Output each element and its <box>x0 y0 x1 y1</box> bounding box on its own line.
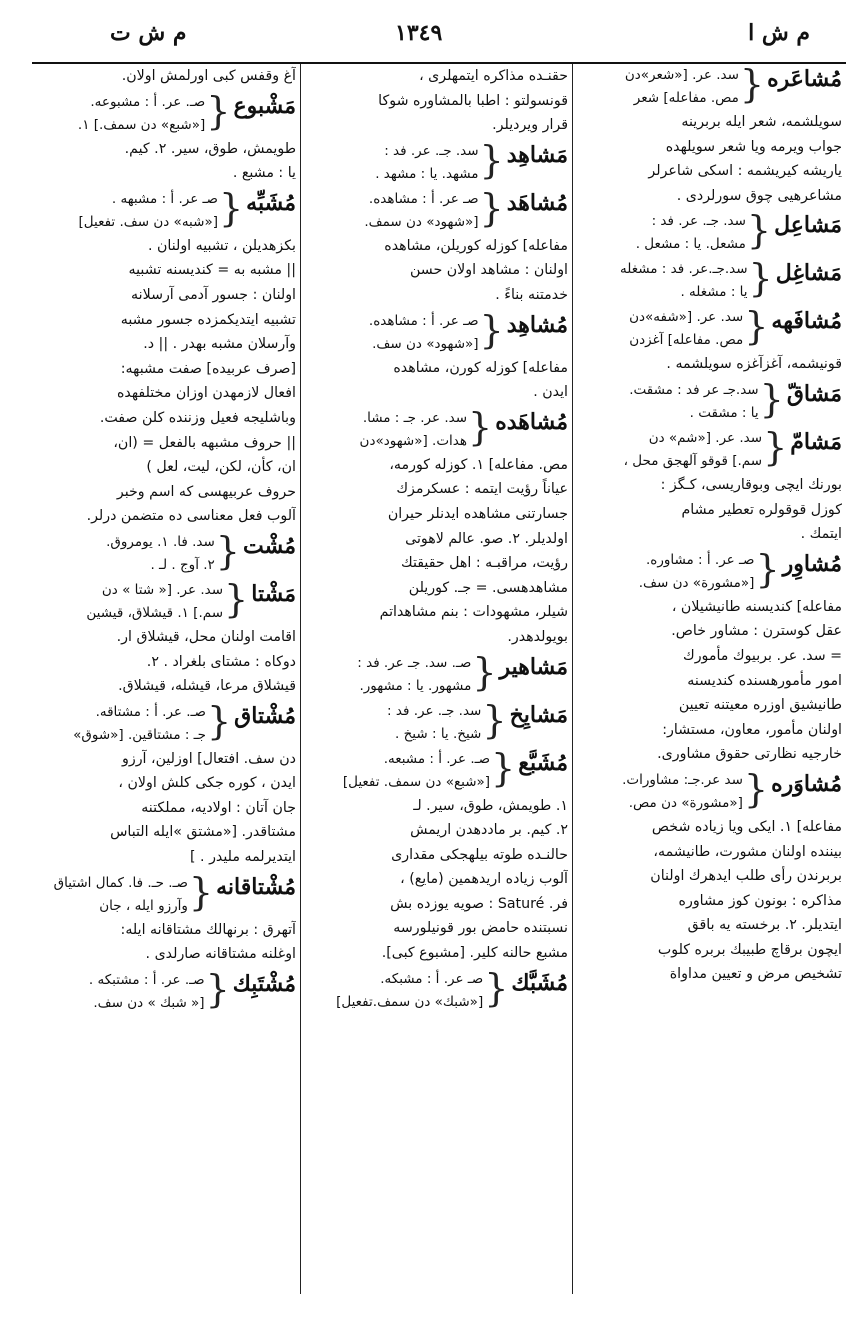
definition-line: = سد. عر. بربيوك مأمورك <box>683 647 842 664</box>
headword: مُشاهِد <box>506 311 568 338</box>
definition-line: اولنان : جسور آدمى آرسلانه <box>131 286 296 303</box>
definition-line: جسارتنى مشاهده ايدنلر حيران <box>387 505 568 522</box>
headword-row <box>36 966 296 1015</box>
definition-line: مفاعله] كوزله كورن، مشاهده <box>393 359 568 376</box>
headword: مَشاهير <box>499 653 568 680</box>
definition-line: خدمتنه بناءً . <box>495 286 568 303</box>
grammar-line: سد. عر. [« شتا » دن <box>101 581 224 598</box>
brace-mark: { <box>763 424 788 469</box>
grammar-block <box>306 407 467 453</box>
definition-line: جان آتان : اولاديه، مملكتنه <box>141 799 296 816</box>
grammar-line: صـ. سد. جـ عر. فد : <box>357 654 472 671</box>
brace-mark: { <box>743 766 769 811</box>
grammar-line: سد.جـ.عر. فد : مشغله <box>619 261 748 278</box>
grammar-line: صـ عر. أ : مشبكه. <box>380 970 484 987</box>
dictionary-entry <box>580 424 842 547</box>
headword-row <box>580 210 842 256</box>
headword-row <box>36 576 296 625</box>
header-letters-right: م ش ا <box>748 20 810 46</box>
dictionary-entry <box>306 64 568 138</box>
grammar-line: صـ. عر. أ : مشتاقه. <box>95 703 206 720</box>
dictionary-entry <box>36 869 296 967</box>
brace-mark: { <box>479 307 504 352</box>
grammar-line: صـ. عر. أ : مشبعه. <box>383 750 491 767</box>
definition-line: وباشليجه فعيل وزننده كلن صفت. <box>99 409 296 426</box>
definition-line: مفاعله] كوزله كوريلن، مشاهده <box>384 237 568 254</box>
grammar-line: مص. مفاعله] شعر <box>633 90 739 106</box>
grammar-line: سم.] ١. قيشلاق، قيشين <box>86 604 224 621</box>
grammar-line: مص. مفاعله] آغزدن <box>629 332 744 349</box>
headword-row <box>306 697 568 746</box>
definition-line: آغ وقفس كبى اورلمش اولان. <box>121 68 296 84</box>
definition-line: قونيشمه، آغزآغزه سويلشمه . <box>666 356 842 373</box>
grammar-block <box>36 579 223 625</box>
grammar-line: صـ. عر. أ : مشتبكه . <box>88 971 205 988</box>
brace-mark: { <box>739 64 765 106</box>
definition-line: اوغلنه مشتاقانه صارلدى . <box>145 946 296 963</box>
headword-row <box>580 258 842 304</box>
brace-mark: { <box>188 869 214 914</box>
grammar-line: وآرزو ايله ، جان <box>99 897 188 914</box>
definition-line: بورنك ايچى وبوقاريسى، كـگز : <box>660 476 842 493</box>
headword-row <box>36 869 296 918</box>
brace-mark: { <box>215 528 240 573</box>
definition-line: بكزهديلن ، تشبيه اولنان . <box>147 237 296 254</box>
grammar-line: مشهور. يا : مشهور. <box>359 677 472 694</box>
brace-mark: { <box>479 137 504 182</box>
headword: مَشاعِل <box>774 212 842 239</box>
definition-line: قونسولتو : اطبا بالمشاوره شوكا <box>378 92 568 109</box>
grammar-line: صـ عر. أ : مشاهده. <box>368 312 479 329</box>
definition-line: دوكاه : مشتاى بلغراد . ٢. <box>146 653 296 670</box>
definition-line: آلوب زياده اريدهمين (مايع) ، <box>400 871 568 888</box>
dictionary-entry <box>36 88 296 186</box>
definition-line: || مشبه به = كنديسنه تشبيه <box>128 262 296 279</box>
headword-row <box>306 965 568 1014</box>
grammar-line: يا : مشقت . <box>689 404 759 421</box>
grammar-line: صـ. حـ. فا. كمال اشتياق <box>53 874 188 891</box>
definition-line: طويمش، طوق، سير. ٢. كيم. <box>124 140 296 157</box>
headword-row <box>36 88 296 137</box>
grammar-line: مشهد. يا : مشهد . <box>375 165 479 182</box>
headword: مُشاوَره <box>771 770 842 797</box>
column-divider <box>572 64 573 1294</box>
grammar-line: صـ عر. أ : مشاهده. <box>368 190 479 207</box>
grammar-block <box>580 210 746 256</box>
grammar-block <box>306 652 471 698</box>
headword-row <box>580 424 842 473</box>
headword: مُشافَهه <box>771 308 842 335</box>
headword-row <box>306 745 568 794</box>
brace-mark: { <box>205 966 230 1011</box>
dictionary-entry <box>306 649 568 698</box>
grammar-block <box>306 188 479 234</box>
grammar-line: سد. جـ. عر. فد : <box>387 702 482 719</box>
definition-line: اولنان مأمور، معاون، مستشار: <box>662 721 842 738</box>
headword: مَشامّ <box>790 428 842 455</box>
definition-line: امور مأمورهسنده كنديسنه <box>687 672 842 689</box>
grammar-line: صـ عر. أ : مشاوره. <box>645 551 755 568</box>
grammar-line: مشعل. يا : مشعل . <box>635 236 746 253</box>
dictionary-entry <box>306 697 568 746</box>
definition-line: يا : مشبع . <box>232 165 296 182</box>
brace-mark: { <box>472 649 497 694</box>
definition-line: حالنـده طوته بيلهجكى مقدارى <box>391 846 568 863</box>
dictionary-entry <box>36 966 296 1015</box>
definition-line: وآرسلان مشبه بهدر . || د. <box>143 336 296 353</box>
brace-mark: { <box>744 304 769 349</box>
definition-line: مفاعله] كنديسنه طانيشيلان ، <box>671 598 842 615</box>
dictionary-entry <box>36 528 296 577</box>
dictionary-entry <box>580 376 842 425</box>
column-middle <box>306 64 568 1304</box>
headword: مُشَبَّع <box>518 749 568 776</box>
definition-line: [صرف عربيده] صفت مشبهه: <box>120 360 296 377</box>
definition-line: ١. طويمش، طوق، سير. لـ <box>413 797 568 814</box>
definition-line: جواب ويرمه ويا شعر سويلهده <box>665 138 842 155</box>
grammar-block <box>306 968 483 1014</box>
column-divider <box>300 64 301 1294</box>
definition-line: حقنـده مذاكره ايتمهلرى ، <box>419 68 568 84</box>
dictionary-entry <box>580 546 842 767</box>
definition-line: ان، كأن، لكن، ليت، لعل ) <box>146 459 296 476</box>
grammar-line: سد. عر. [«شم» دن <box>648 429 763 446</box>
headword-row <box>580 766 842 815</box>
grammar-line: شيخ. يا : شيخ . <box>395 725 482 742</box>
grammar-line: [« شبك » دن سف. <box>93 994 205 1011</box>
column-left <box>36 64 296 1304</box>
grammar-block <box>306 748 490 794</box>
definition-line: سويلشمه، شعر ايله بربرينه <box>681 114 842 130</box>
headword-row <box>306 137 568 186</box>
page-number: ١٣٤٩ <box>395 20 443 46</box>
headword-row <box>306 307 568 356</box>
dictionary-entry <box>36 64 296 89</box>
definition-line: تشبيه ايتديكمزده جسور مشبه <box>120 311 296 328</box>
definition-line: دن سف. افتعال] اوزلين، آرزو <box>122 750 296 767</box>
grammar-block <box>36 91 205 137</box>
definition-line: مشتاقدر. [«مشتق »ايله التباس <box>110 824 296 841</box>
definition-line: مشبع حالنه كلير. [مشبوع كبى]. <box>381 945 568 962</box>
definition-line: مفاعله] ١. ايكى ويا زياده شخص <box>651 818 842 835</box>
brace-mark: { <box>468 404 493 449</box>
grammar-block <box>306 310 479 356</box>
brace-mark: { <box>482 697 507 742</box>
definition-line: كوزل قوقولره تعطير مشام <box>681 501 842 518</box>
definition-line: طانيشيق اوزره معيتنه تعيين <box>678 697 842 714</box>
headword: مَشْبوع <box>233 92 296 119</box>
headword: مَشاغِل <box>775 260 842 287</box>
headword-row <box>580 64 842 110</box>
headword-row <box>306 649 568 698</box>
grammar-line: سم.] قوقو آلهجق محل ، <box>623 452 763 469</box>
definition-line: بيننده اولنان مشورت، طانيشمه، <box>653 843 842 860</box>
brace-mark: { <box>484 965 509 1010</box>
headword: مُشْتاق <box>234 702 296 729</box>
definition-line: مشاهدهسى. = جـ. كوريلن <box>408 579 568 596</box>
grammar-block <box>36 188 218 234</box>
definition-line: آلوب فعل معناسى ده متضمن درلر. <box>86 508 296 525</box>
definition-line: بربرندن رأى طلب ايدهرك اولنان <box>650 868 842 885</box>
grammar-line: سد. فا. ١. يومروق. <box>106 533 215 550</box>
grammar-block <box>580 549 754 595</box>
dictionary-entry <box>306 745 568 966</box>
headword: مُشَبَّك <box>511 969 568 996</box>
brace-mark: { <box>491 745 516 790</box>
grammar-block <box>580 64 739 110</box>
dictionary-entry <box>580 766 842 987</box>
definition-line: ايدن ، كوره جكى كلش اولان ، <box>118 775 296 792</box>
headword-row <box>36 185 296 234</box>
dictionary-entry <box>36 698 296 870</box>
grammar-line: سد.جـ عر فد : مشقت. <box>629 381 759 398</box>
brace-mark: { <box>479 185 504 230</box>
definition-line: فر. Saturé : صويه يوزده بش <box>390 895 568 912</box>
definition-line: عياناً رؤيت ايتمه : عسكرمزك <box>396 481 568 498</box>
definition-line: قرار ويرديلر. <box>492 117 568 134</box>
headword-row <box>36 528 296 577</box>
definition-line: ايتديرلمه مليدر . ] <box>190 849 296 866</box>
dictionary-entry <box>306 965 568 1014</box>
definition-line: رؤيت، مراقبـه : اهل حقيقتك <box>401 555 568 572</box>
grammar-block <box>580 427 762 473</box>
definition-line: شيلر، مشهودات : بنم مشاهداتم <box>379 604 568 621</box>
brace-mark: { <box>748 256 773 301</box>
headword: مَشايِخ <box>509 701 568 728</box>
grammar-line: سد. عر. جـ : مشا. <box>362 409 468 426</box>
dictionary-entry <box>580 64 842 208</box>
brace-mark: { <box>218 185 244 230</box>
brace-mark: { <box>759 376 784 421</box>
dictionary-entry <box>580 210 842 256</box>
grammar-block <box>36 531 215 577</box>
headword: مَشاهِد <box>506 141 568 168</box>
definition-line: نسبتنده حامض بور قونيلورسه <box>393 920 568 937</box>
definition-line: ٢. كيم. بر ماددهدن اريمش <box>410 822 568 839</box>
definition-line: قيشلاق مرعا، قيشله، قيشلاق. <box>118 678 296 695</box>
grammar-line: [«شبع» دن سمف. تفعيل] <box>342 773 491 790</box>
grammar-line: يا : مشغله . <box>680 284 748 301</box>
dictionary-entry <box>306 185 568 308</box>
headword: مُشَبِّه <box>246 189 296 216</box>
definition-line: خارجيه نظارتى حقوق مشاورى. <box>657 746 842 763</box>
definition-line: اولديلر. ٢. صو. عالم لاهوتى <box>405 530 568 547</box>
grammar-block <box>36 701 206 747</box>
grammar-block <box>580 306 743 352</box>
grammar-line: [«شهود» دن سف. <box>372 335 479 352</box>
definition-line: ايدن . <box>533 384 568 401</box>
headword: مُشْتَبِك <box>232 970 296 997</box>
grammar-line: سد. جـ. عر. فد : <box>651 213 746 230</box>
grammar-line: صـ. عر. أ : مشبوعه. <box>90 93 206 110</box>
definition-line: اقامت اولنان محل، قيشلاق ار. <box>116 628 296 645</box>
brace-mark: { <box>224 576 249 621</box>
definition-line: مذاكره : بونون كوز مشاوره <box>678 892 842 909</box>
grammar-line: صـ عر. أ : مشبهه . <box>111 190 218 207</box>
definition-line: اولنان : مشاهد اولان حسن <box>410 262 568 279</box>
definition-line: عقل كوسترن : مشاور خاص. <box>671 623 842 640</box>
definition-line: حروف عربيهسى كه اسم وخبر <box>116 483 296 500</box>
definition-line: مص. مفاعله] ١. كوزله كورمه، <box>389 456 568 473</box>
brace-mark: { <box>206 88 231 133</box>
dictionary-entry <box>580 258 842 304</box>
headword: مُشْتاقانه <box>216 873 296 900</box>
headword-row <box>580 546 842 595</box>
grammar-line: [«شهود» دن سمف. <box>364 213 479 230</box>
grammar-block <box>580 379 759 425</box>
definition-line: || حروف مشبهه بالفعل = (ان، <box>113 434 296 451</box>
grammar-line: [«مشورة» دن مص. <box>628 794 743 811</box>
grammar-line: [«شبك» دن سمف.تفعيل] <box>336 993 484 1010</box>
headword-row <box>580 306 842 352</box>
dictionary-entry <box>36 576 296 699</box>
grammar-line: سد. عر. [«شعر»دن <box>624 67 739 83</box>
grammar-block <box>580 258 748 304</box>
grammar-line: [«شبع» دن سمف.] ١. <box>77 116 206 133</box>
dictionary-entry <box>36 185 296 529</box>
header-letters-left: م ش ت <box>110 20 187 46</box>
grammar-line: سد عر.جـ: مشاورات. <box>622 771 743 788</box>
grammar-block <box>306 140 479 186</box>
brace-mark: { <box>206 698 232 743</box>
headword-row <box>306 185 568 234</box>
headword: مُشاعَره <box>767 66 842 92</box>
brace-mark: { <box>755 546 780 591</box>
grammar-line: هدات. [«شهود»دن <box>359 432 468 449</box>
grammar-block <box>580 769 743 815</box>
dictionary-entry <box>580 306 842 377</box>
headword: مُشْت <box>242 532 296 559</box>
definition-line: آتهرق : برنهالك مشتاقانه ايله: <box>120 921 296 938</box>
grammar-line: جـ : مشتاقين. [«شوق» <box>73 726 206 743</box>
dictionary-entry <box>306 404 568 650</box>
grammar-line: سد. جـ. عر. فد : <box>384 142 479 159</box>
headword-row <box>36 698 296 747</box>
headword-row <box>580 376 842 425</box>
grammar-block <box>36 872 188 918</box>
definition-line: مشاعرهيى چوق سورلردى . <box>676 187 842 204</box>
grammar-line: سد. عر. [«شفه»دن <box>629 309 744 326</box>
headword: مَشْتا <box>251 580 296 607</box>
brace-mark: { <box>746 208 772 253</box>
dictionary-entry <box>306 137 568 186</box>
grammar-block <box>36 969 205 1015</box>
headword: مَشاقّ <box>786 380 842 407</box>
headword: مُشاهَد <box>506 189 568 216</box>
column-right <box>580 64 842 1304</box>
headword-row <box>306 404 568 453</box>
definition-line: ايتمك . <box>800 526 842 543</box>
definition-line: ياريشه كيريشمه : اسكى شاعرلر <box>648 163 842 180</box>
dictionary-entry <box>306 307 568 405</box>
definition-line: ايچون برقاچ طبيبك بربره كلوب <box>657 941 842 958</box>
headword: مُشاوِر <box>782 550 842 577</box>
grammar-block <box>306 700 481 746</box>
definition-line: افعال لازمهدن اوزان مختلفهده <box>116 385 296 402</box>
grammar-line: [«شبه» دن سف. تفعيل] <box>78 213 218 230</box>
grammar-line: ٢. آوج . لـ . <box>150 556 215 573</box>
definition-line: ايتديلر. ٢. برخسته يه باقق <box>687 917 842 934</box>
grammar-line: [«مشورة» دن سف. <box>638 574 755 591</box>
definition-line: تشخيص مرض و تعيين مداواة <box>669 966 842 983</box>
definition-line: بويولدهدر. <box>507 628 568 645</box>
headword: مُشاهَده <box>495 408 568 435</box>
